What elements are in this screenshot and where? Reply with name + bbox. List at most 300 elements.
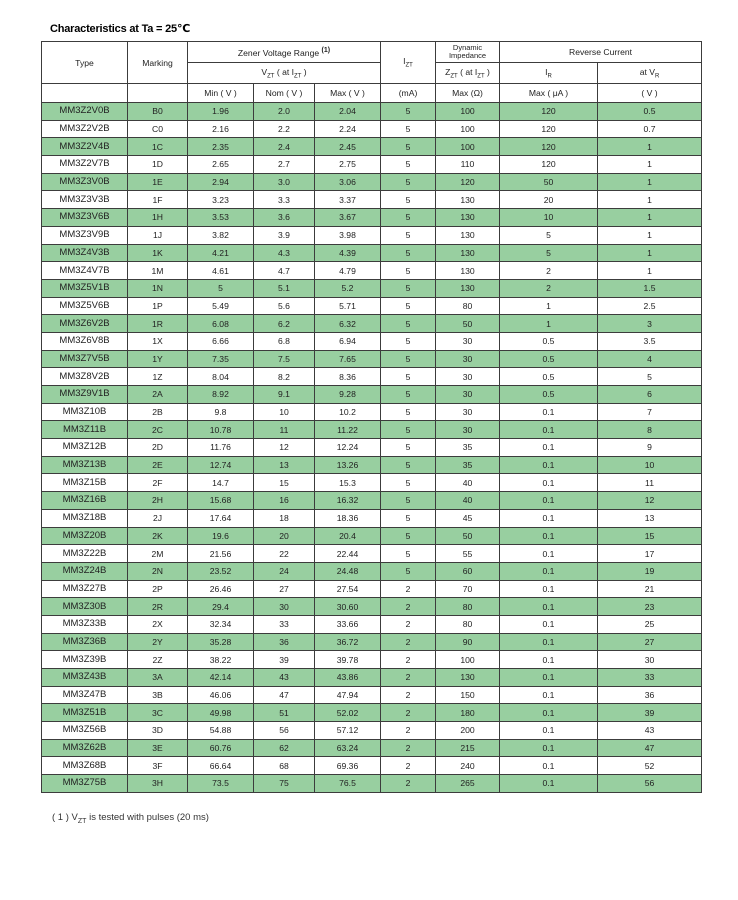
- cell-ir-max: 0.1: [500, 757, 598, 775]
- cell-type: MM3Z2V7B: [42, 156, 128, 174]
- cell-ir-max: 0.1: [500, 669, 598, 687]
- cell-vr: 5: [598, 368, 702, 386]
- table-row: [42, 633, 702, 651]
- footnote-vz: V: [71, 812, 78, 823]
- cell-type: MM3Z2V0B: [42, 103, 128, 121]
- cell-vz-max: 5.2: [315, 279, 381, 297]
- cell-ir-max: 20: [500, 191, 598, 209]
- cell-zzt-max: 50: [436, 315, 500, 333]
- cell-izt: 5: [381, 226, 436, 244]
- cell-ir-max: 120: [500, 120, 598, 138]
- table-row: [42, 368, 702, 386]
- table-row: [42, 350, 702, 368]
- cell-ir-max: 0.1: [500, 562, 598, 580]
- cell-ir-max: 0.1: [500, 403, 598, 421]
- cell-vz-max: 24.48: [315, 562, 381, 580]
- table-row: [42, 562, 702, 580]
- cell-izt: 2: [381, 722, 436, 740]
- table-row: [42, 686, 702, 704]
- cell-izt: 5: [381, 315, 436, 333]
- cell-ir-max: 10: [500, 209, 598, 227]
- cell-izt: 5: [381, 527, 436, 545]
- cell-izt: 5: [381, 368, 436, 386]
- cell-vz-min: 1.96: [188, 103, 254, 121]
- cell-marking: 2X: [128, 615, 188, 633]
- cell-vz-max: 6.32: [315, 315, 381, 333]
- cell-vr: 1: [598, 209, 702, 227]
- unit-ir: Max ( μA ): [500, 84, 598, 103]
- col-header-zener-range: [188, 42, 381, 63]
- cell-type: MM3Z2V2B: [42, 120, 128, 138]
- table-row: [42, 103, 702, 121]
- cell-ir-max: 0.1: [500, 633, 598, 651]
- cell-marking: 2P: [128, 580, 188, 598]
- cell-vz-min: 14.7: [188, 474, 254, 492]
- table-row: [42, 580, 702, 598]
- cell-vz-nom: 30: [254, 598, 315, 616]
- table-row: [42, 226, 702, 244]
- cell-marking: 1J: [128, 226, 188, 244]
- cell-vz-min: 35.28: [188, 633, 254, 651]
- cell-marking: 2H: [128, 492, 188, 510]
- table-row: [42, 386, 702, 404]
- cell-zzt-max: 60: [436, 562, 500, 580]
- cell-vz-max: 16.32: [315, 492, 381, 510]
- cell-izt: 5: [381, 297, 436, 315]
- cell-marking: 3A: [128, 669, 188, 687]
- zzt-label: Z: [445, 66, 451, 77]
- cell-vz-nom: 9.1: [254, 386, 315, 404]
- cell-vz-max: 2.45: [315, 138, 381, 156]
- cell-type: MM3Z24B: [42, 562, 128, 580]
- cell-vz-nom: 56: [254, 722, 315, 740]
- cell-zzt-max: 265: [436, 775, 500, 793]
- dyn-line1: Dynamic: [452, 43, 483, 52]
- cell-vr: 7: [598, 403, 702, 421]
- cell-ir-max: 50: [500, 173, 598, 191]
- cell-marking: 1H: [128, 209, 188, 227]
- cell-zzt-max: 30: [436, 421, 500, 439]
- cell-type: MM3Z2V4B: [42, 138, 128, 156]
- zzt-at: ( at I: [457, 66, 478, 77]
- cell-zzt-max: 100: [436, 103, 500, 121]
- cell-zzt-max: 80: [436, 615, 500, 633]
- cell-vr: 36: [598, 686, 702, 704]
- cell-marking: 2A: [128, 386, 188, 404]
- cell-ir-max: 0.1: [500, 739, 598, 757]
- cell-izt: 5: [381, 103, 436, 121]
- cell-vz-nom: 5.6: [254, 297, 315, 315]
- col-header-reverse-current: Reverse Current: [500, 42, 702, 63]
- cell-marking: 3B: [128, 686, 188, 704]
- cell-type: MM3Z27B: [42, 580, 128, 598]
- cell-vz-min: 2.35: [188, 138, 254, 156]
- cell-vr: 1: [598, 191, 702, 209]
- cell-vr: 56: [598, 775, 702, 793]
- cell-type: MM3Z4V3B: [42, 244, 128, 262]
- page-title: Characteristics at Ta = 25℃: [50, 23, 191, 35]
- cell-vr: 1: [598, 244, 702, 262]
- cell-vz-max: 8.36: [315, 368, 381, 386]
- cell-izt: 2: [381, 580, 436, 598]
- cell-vz-min: 2.94: [188, 173, 254, 191]
- cell-izt: 2: [381, 651, 436, 669]
- cell-type: MM3Z51B: [42, 704, 128, 722]
- cell-vr: 10: [598, 456, 702, 474]
- cell-izt: 5: [381, 332, 436, 350]
- cell-vr: 30: [598, 651, 702, 669]
- cell-vz-min: 32.34: [188, 615, 254, 633]
- table-row: [42, 439, 702, 457]
- at-vr-label: at V: [639, 66, 655, 77]
- cell-marking: 2C: [128, 421, 188, 439]
- cell-vz-max: 36.72: [315, 633, 381, 651]
- table-row: [42, 527, 702, 545]
- cell-ir-max: 0.1: [500, 615, 598, 633]
- cell-marking: 2N: [128, 562, 188, 580]
- cell-vz-nom: 51: [254, 704, 315, 722]
- cell-type: MM3Z5V1B: [42, 279, 128, 297]
- cell-vz-min: 6.08: [188, 315, 254, 333]
- cell-type: MM3Z18B: [42, 509, 128, 527]
- cell-vr: 1: [598, 226, 702, 244]
- table-row: [42, 297, 702, 315]
- cell-vr: 13: [598, 509, 702, 527]
- cell-vz-nom: 13: [254, 456, 315, 474]
- cell-vz-max: 2.75: [315, 156, 381, 174]
- cell-izt: 5: [381, 492, 436, 510]
- cell-vz-min: 29.4: [188, 598, 254, 616]
- unit-marking-blank: [128, 84, 188, 103]
- cell-vr: 15: [598, 527, 702, 545]
- cell-ir-max: 0.5: [500, 386, 598, 404]
- cell-ir-max: 0.1: [500, 775, 598, 793]
- cell-vz-max: 20.4: [315, 527, 381, 545]
- cell-marking: B0: [128, 103, 188, 121]
- cell-zzt-max: 130: [436, 244, 500, 262]
- cell-vr: 12: [598, 492, 702, 510]
- cell-vz-min: 46.06: [188, 686, 254, 704]
- cell-marking: 2M: [128, 545, 188, 563]
- cell-marking: 1F: [128, 191, 188, 209]
- cell-zzt-max: 130: [436, 226, 500, 244]
- table-row: [42, 156, 702, 174]
- cell-type: MM3Z10B: [42, 403, 128, 421]
- cell-vr: 43: [598, 722, 702, 740]
- cell-ir-max: 1: [500, 297, 598, 315]
- cell-ir-max: 2: [500, 279, 598, 297]
- unit-nom: Nom ( V ): [254, 84, 315, 103]
- cell-marking: 1Y: [128, 350, 188, 368]
- col-header-zzt: [436, 63, 500, 84]
- cell-vz-max: 7.65: [315, 350, 381, 368]
- unit-impedance: Max (Ω): [436, 84, 500, 103]
- cell-zzt-max: 200: [436, 722, 500, 740]
- cell-vz-max: 12.24: [315, 439, 381, 457]
- cell-vz-max: 52.02: [315, 704, 381, 722]
- cell-vz-nom: 6.2: [254, 315, 315, 333]
- cell-vz-max: 27.54: [315, 580, 381, 598]
- cell-vr: 0.7: [598, 120, 702, 138]
- cell-vz-max: 11.22: [315, 421, 381, 439]
- cell-marking: 2F: [128, 474, 188, 492]
- cell-vz-min: 3.23: [188, 191, 254, 209]
- cell-izt: 5: [381, 173, 436, 191]
- cell-ir-max: 0.5: [500, 350, 598, 368]
- footnote-text: is tested with pulses (20 ms): [86, 812, 209, 823]
- cell-vz-nom: 3.0: [254, 173, 315, 191]
- cell-zzt-max: 35: [436, 456, 500, 474]
- table-row: [42, 456, 702, 474]
- cell-vz-nom: 18: [254, 509, 315, 527]
- cell-type: MM3Z15B: [42, 474, 128, 492]
- cell-vz-min: 60.76: [188, 739, 254, 757]
- cell-zzt-max: 50: [436, 527, 500, 545]
- zzt-close: ): [484, 66, 490, 77]
- table-row: [42, 722, 702, 740]
- table-row: [42, 403, 702, 421]
- cell-vz-nom: 62: [254, 739, 315, 757]
- cell-marking: 3C: [128, 704, 188, 722]
- cell-type: MM3Z33B: [42, 615, 128, 633]
- cell-type: MM3Z8V2B: [42, 368, 128, 386]
- cell-vr: 0.5: [598, 103, 702, 121]
- cell-vz-min: 2.65: [188, 156, 254, 174]
- cell-vz-max: 4.39: [315, 244, 381, 262]
- table-row: [42, 509, 702, 527]
- cell-vz-min: 49.98: [188, 704, 254, 722]
- table-row: [42, 615, 702, 633]
- cell-vz-min: 2.16: [188, 120, 254, 138]
- cell-vz-min: 17.64: [188, 509, 254, 527]
- cell-type: MM3Z3V3B: [42, 191, 128, 209]
- cell-ir-max: 0.1: [500, 421, 598, 439]
- cell-marking: 2D: [128, 439, 188, 457]
- cell-marking: 1E: [128, 173, 188, 191]
- cell-vz-min: 21.56: [188, 545, 254, 563]
- cell-vz-min: 9.8: [188, 403, 254, 421]
- col-header-marking: Marking: [128, 42, 188, 84]
- cell-vr: 2.5: [598, 297, 702, 315]
- cell-vz-nom: 2.2: [254, 120, 315, 138]
- cell-type: MM3Z20B: [42, 527, 128, 545]
- cell-vz-max: 15.3: [315, 474, 381, 492]
- cell-vz-nom: 33: [254, 615, 315, 633]
- cell-izt: 5: [381, 562, 436, 580]
- cell-izt: 2: [381, 757, 436, 775]
- cell-vz-nom: 27: [254, 580, 315, 598]
- cell-vr: 1: [598, 173, 702, 191]
- cell-vz-min: 4.21: [188, 244, 254, 262]
- cell-vz-max: 3.06: [315, 173, 381, 191]
- cell-izt: 5: [381, 386, 436, 404]
- cell-zzt-max: 30: [436, 368, 500, 386]
- cell-ir-max: 5: [500, 226, 598, 244]
- cell-marking: 2J: [128, 509, 188, 527]
- cell-vz-min: 10.78: [188, 421, 254, 439]
- cell-zzt-max: 130: [436, 669, 500, 687]
- characteristics-table: [41, 41, 702, 793]
- cell-vz-max: 9.28: [315, 386, 381, 404]
- cell-marking: 1R: [128, 315, 188, 333]
- cell-vz-nom: 36: [254, 633, 315, 651]
- cell-zzt-max: 40: [436, 492, 500, 510]
- cell-zzt-max: 40: [436, 474, 500, 492]
- cell-izt: 5: [381, 138, 436, 156]
- cell-marking: 2Y: [128, 633, 188, 651]
- cell-vz-nom: 3.9: [254, 226, 315, 244]
- cell-vz-nom: 39: [254, 651, 315, 669]
- cell-zzt-max: 70: [436, 580, 500, 598]
- cell-type: MM3Z6V8B: [42, 332, 128, 350]
- cell-vz-min: 54.88: [188, 722, 254, 740]
- table-row: [42, 757, 702, 775]
- cell-ir-max: 120: [500, 156, 598, 174]
- cell-vz-nom: 2.7: [254, 156, 315, 174]
- cell-marking: 1P: [128, 297, 188, 315]
- cell-vz-nom: 4.7: [254, 262, 315, 280]
- cell-vz-max: 43.86: [315, 669, 381, 687]
- cell-vz-min: 3.82: [188, 226, 254, 244]
- table-row: [42, 545, 702, 563]
- cell-vz-nom: 10: [254, 403, 315, 421]
- cell-izt: 5: [381, 439, 436, 457]
- cell-vz-nom: 7.5: [254, 350, 315, 368]
- cell-vz-nom: 43: [254, 669, 315, 687]
- cell-ir-max: 0.1: [500, 439, 598, 457]
- cell-zzt-max: 110: [436, 156, 500, 174]
- cell-vr: 33: [598, 669, 702, 687]
- cell-vz-nom: 16: [254, 492, 315, 510]
- cell-vz-min: 19.6: [188, 527, 254, 545]
- cell-izt: 5: [381, 421, 436, 439]
- table-row: [42, 598, 702, 616]
- cell-vz-max: 2.04: [315, 103, 381, 121]
- cell-vz-max: 4.79: [315, 262, 381, 280]
- cell-vz-nom: 68: [254, 757, 315, 775]
- vz-at-sub: ZT: [294, 73, 302, 80]
- cell-ir-max: 0.1: [500, 598, 598, 616]
- table-row: [42, 315, 702, 333]
- cell-vz-min: 12.74: [188, 456, 254, 474]
- cell-vz-min: 23.52: [188, 562, 254, 580]
- cell-vr: 3: [598, 315, 702, 333]
- cell-izt: 5: [381, 545, 436, 563]
- vz-label: V: [261, 66, 268, 77]
- ir-label: I: [545, 66, 548, 77]
- cell-type: MM3Z56B: [42, 722, 128, 740]
- cell-izt: 5: [381, 350, 436, 368]
- cell-type: MM3Z39B: [42, 651, 128, 669]
- cell-ir-max: 0.1: [500, 651, 598, 669]
- cell-zzt-max: 180: [436, 704, 500, 722]
- col-header-izt: [381, 42, 436, 84]
- cell-marking: 1M: [128, 262, 188, 280]
- cell-marking: 2B: [128, 403, 188, 421]
- cell-marking: 3F: [128, 757, 188, 775]
- cell-type: MM3Z62B: [42, 739, 128, 757]
- cell-vz-max: 69.36: [315, 757, 381, 775]
- cell-zzt-max: 35: [436, 439, 500, 457]
- cell-vz-max: 18.36: [315, 509, 381, 527]
- cell-marking: 3D: [128, 722, 188, 740]
- col-header-at-vr: [598, 63, 702, 84]
- cell-vr: 21: [598, 580, 702, 598]
- cell-ir-max: 0.1: [500, 686, 598, 704]
- cell-ir-max: 0.1: [500, 492, 598, 510]
- cell-izt: 2: [381, 739, 436, 757]
- cell-izt: 2: [381, 633, 436, 651]
- zzt-sub: ZT: [450, 73, 458, 80]
- cell-vr: 47: [598, 739, 702, 757]
- cell-type: MM3Z75B: [42, 775, 128, 793]
- table-row: [42, 704, 702, 722]
- zzt-at-sub: ZT: [477, 73, 485, 80]
- table-row: [42, 279, 702, 297]
- cell-vz-nom: 15: [254, 474, 315, 492]
- cell-vr: 6: [598, 386, 702, 404]
- cell-vz-min: 8.92: [188, 386, 254, 404]
- cell-type: MM3Z13B: [42, 456, 128, 474]
- cell-zzt-max: 80: [436, 297, 500, 315]
- cell-ir-max: 5: [500, 244, 598, 262]
- cell-izt: 5: [381, 279, 436, 297]
- cell-vz-nom: 6.8: [254, 332, 315, 350]
- cell-vz-max: 22.44: [315, 545, 381, 563]
- cell-vz-max: 47.94: [315, 686, 381, 704]
- vz-close: ): [301, 66, 307, 77]
- cell-izt: 5: [381, 120, 436, 138]
- cell-vz-nom: 22: [254, 545, 315, 563]
- col-header-ir: [500, 63, 598, 84]
- cell-izt: 5: [381, 244, 436, 262]
- cell-zzt-max: 100: [436, 651, 500, 669]
- vz-at: ( at I: [274, 66, 295, 77]
- cell-vr: 39: [598, 704, 702, 722]
- cell-vr: 9: [598, 439, 702, 457]
- cell-type: MM3Z3V9B: [42, 226, 128, 244]
- cell-marking: 1C: [128, 138, 188, 156]
- cell-vz-max: 6.94: [315, 332, 381, 350]
- cell-marking: 1X: [128, 332, 188, 350]
- cell-vr: 23: [598, 598, 702, 616]
- cell-vr: 27: [598, 633, 702, 651]
- cell-izt: 5: [381, 209, 436, 227]
- cell-vz-nom: 2.4: [254, 138, 315, 156]
- cell-vz-min: 42.14: [188, 669, 254, 687]
- cell-vz-nom: 47: [254, 686, 315, 704]
- cell-vr: 4: [598, 350, 702, 368]
- table-row: [42, 191, 702, 209]
- cell-zzt-max: 45: [436, 509, 500, 527]
- cell-ir-max: 120: [500, 103, 598, 121]
- dyn-line2: Impedance: [448, 51, 487, 60]
- izt-sub: ZT: [405, 62, 413, 69]
- table-row: [42, 244, 702, 262]
- cell-vz-nom: 3.3: [254, 191, 315, 209]
- cell-ir-max: 2: [500, 262, 598, 280]
- cell-zzt-max: 90: [436, 633, 500, 651]
- cell-ir-max: 0.1: [500, 722, 598, 740]
- cell-vr: 1: [598, 138, 702, 156]
- cell-vr: 1: [598, 262, 702, 280]
- ir-sub: R: [547, 73, 552, 80]
- table-row: [42, 492, 702, 510]
- cell-zzt-max: 150: [436, 686, 500, 704]
- cell-zzt-max: 80: [436, 598, 500, 616]
- cell-ir-max: 120: [500, 138, 598, 156]
- cell-vz-min: 66.64: [188, 757, 254, 775]
